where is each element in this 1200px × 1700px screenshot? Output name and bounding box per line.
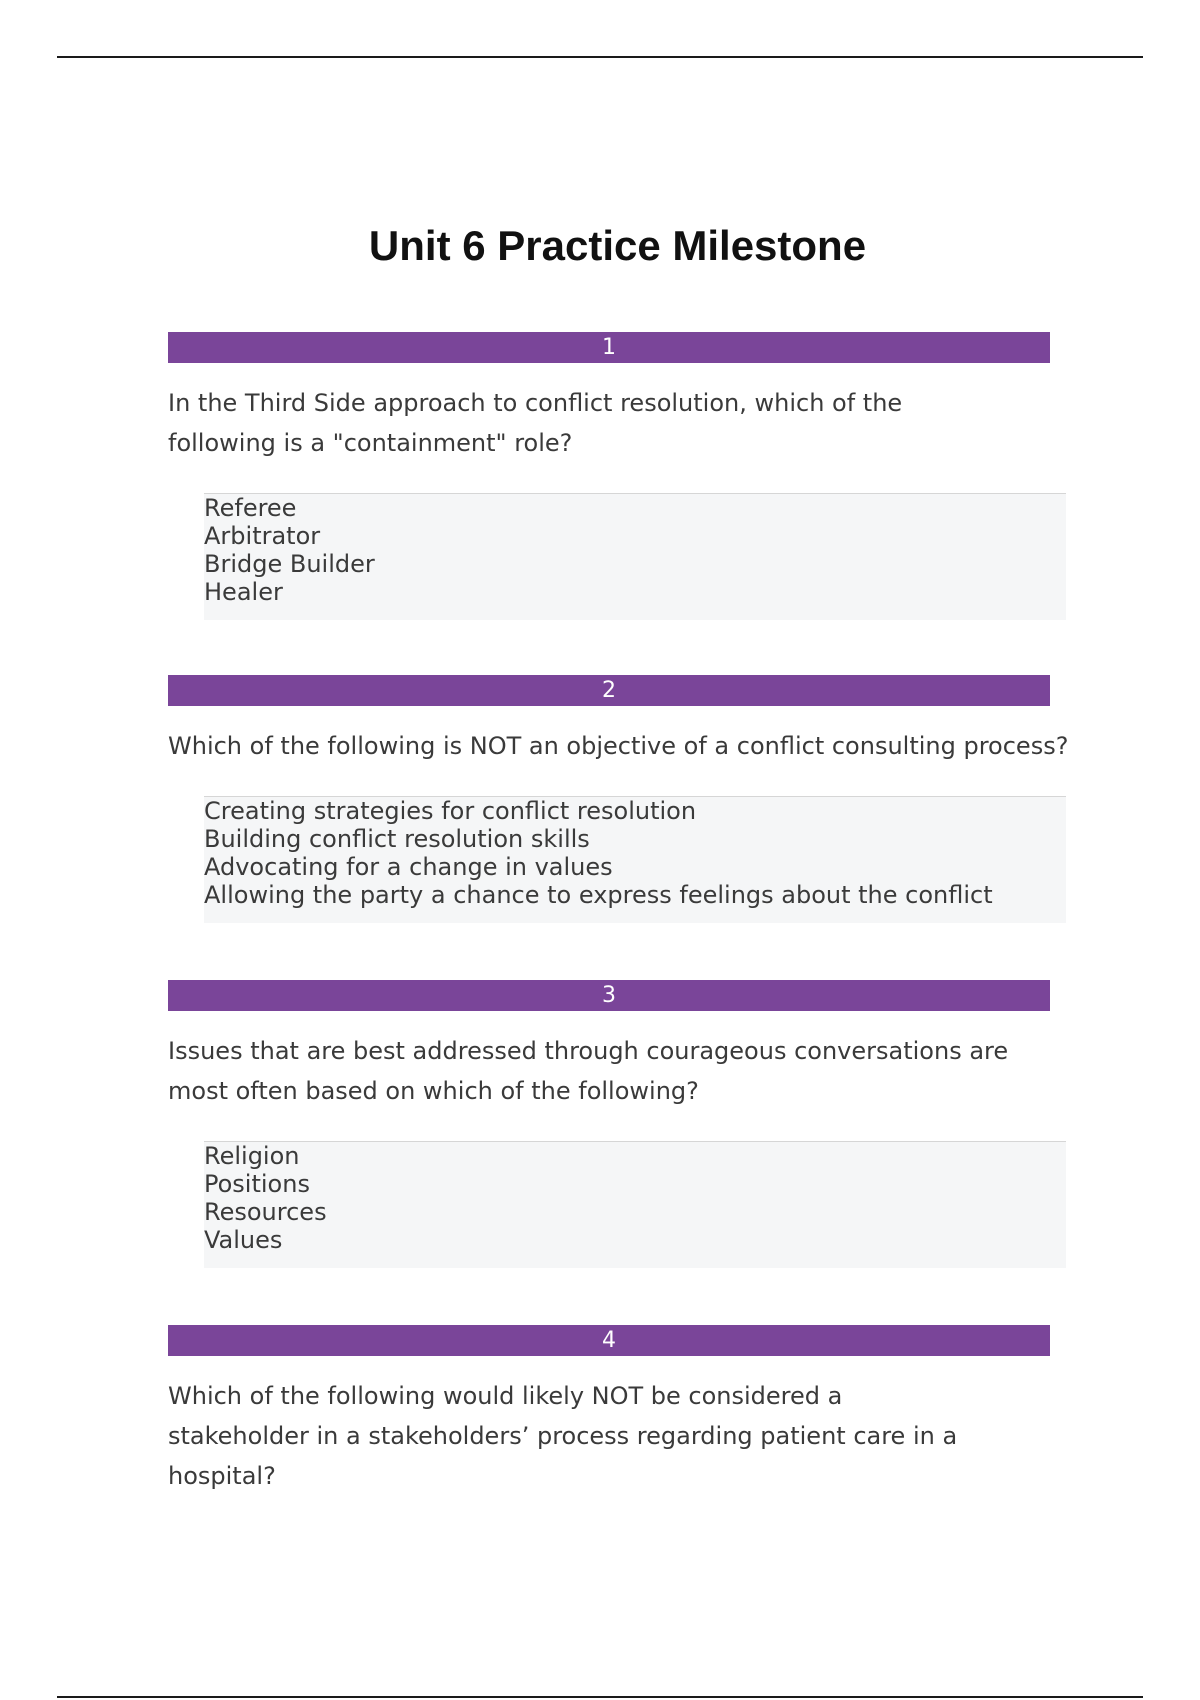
answer-option[interactable]: Allowing the party a chance to express feelings about the conflict [204, 881, 993, 909]
top-rule [57, 56, 1143, 58]
question-text: Which of the following would likely NOT be considered a stakeholder in a stakeholders’ process regarding patient care in a hospital? [168, 1382, 958, 1490]
answer-option[interactable]: Religion [204, 1142, 300, 1170]
question-text: In the Third Side approach to conflict resolution, which of the following is a "containment" role? [168, 389, 903, 457]
answer-options [204, 796, 1066, 923]
question-number-bar: 3 [168, 980, 1050, 1011]
answer-option[interactable]: Bridge Builder [204, 550, 375, 578]
question-text: Issues that are best addressed through courageous conversations are most often based on which of the following? [168, 1037, 1009, 1105]
question-number-bar: 2 [168, 675, 1050, 706]
answer-option[interactable]: Positions [204, 1170, 310, 1198]
question-text: Which of the following is NOT an objective of a conflict consulting process? [168, 732, 1069, 760]
question-3 [168, 980, 1128, 1292]
question-4 [168, 1325, 1128, 1496]
question-1 [168, 332, 1128, 644]
answer-option[interactable]: Healer [204, 578, 283, 606]
question-2 [168, 675, 1128, 947]
answer-options [204, 493, 1066, 620]
answer-option[interactable]: Creating strategies for conflict resolution [204, 797, 697, 825]
page-title: Unit 6 Practice Milestone [368, 222, 867, 270]
answer-option[interactable]: Building conflict resolution skills [204, 825, 590, 853]
answer-option[interactable]: Arbitrator [204, 522, 321, 550]
answer-option[interactable]: Advocating for a change in values [204, 853, 613, 881]
answer-option[interactable]: Referee [204, 494, 297, 522]
bottom-rule [57, 1696, 1143, 1698]
answer-option[interactable]: Resources [204, 1198, 327, 1226]
question-number-bar: 1 [168, 332, 1050, 363]
answer-option[interactable]: Values [204, 1226, 283, 1254]
answer-options [204, 1141, 1066, 1268]
question-number-bar: 4 [168, 1325, 1050, 1356]
